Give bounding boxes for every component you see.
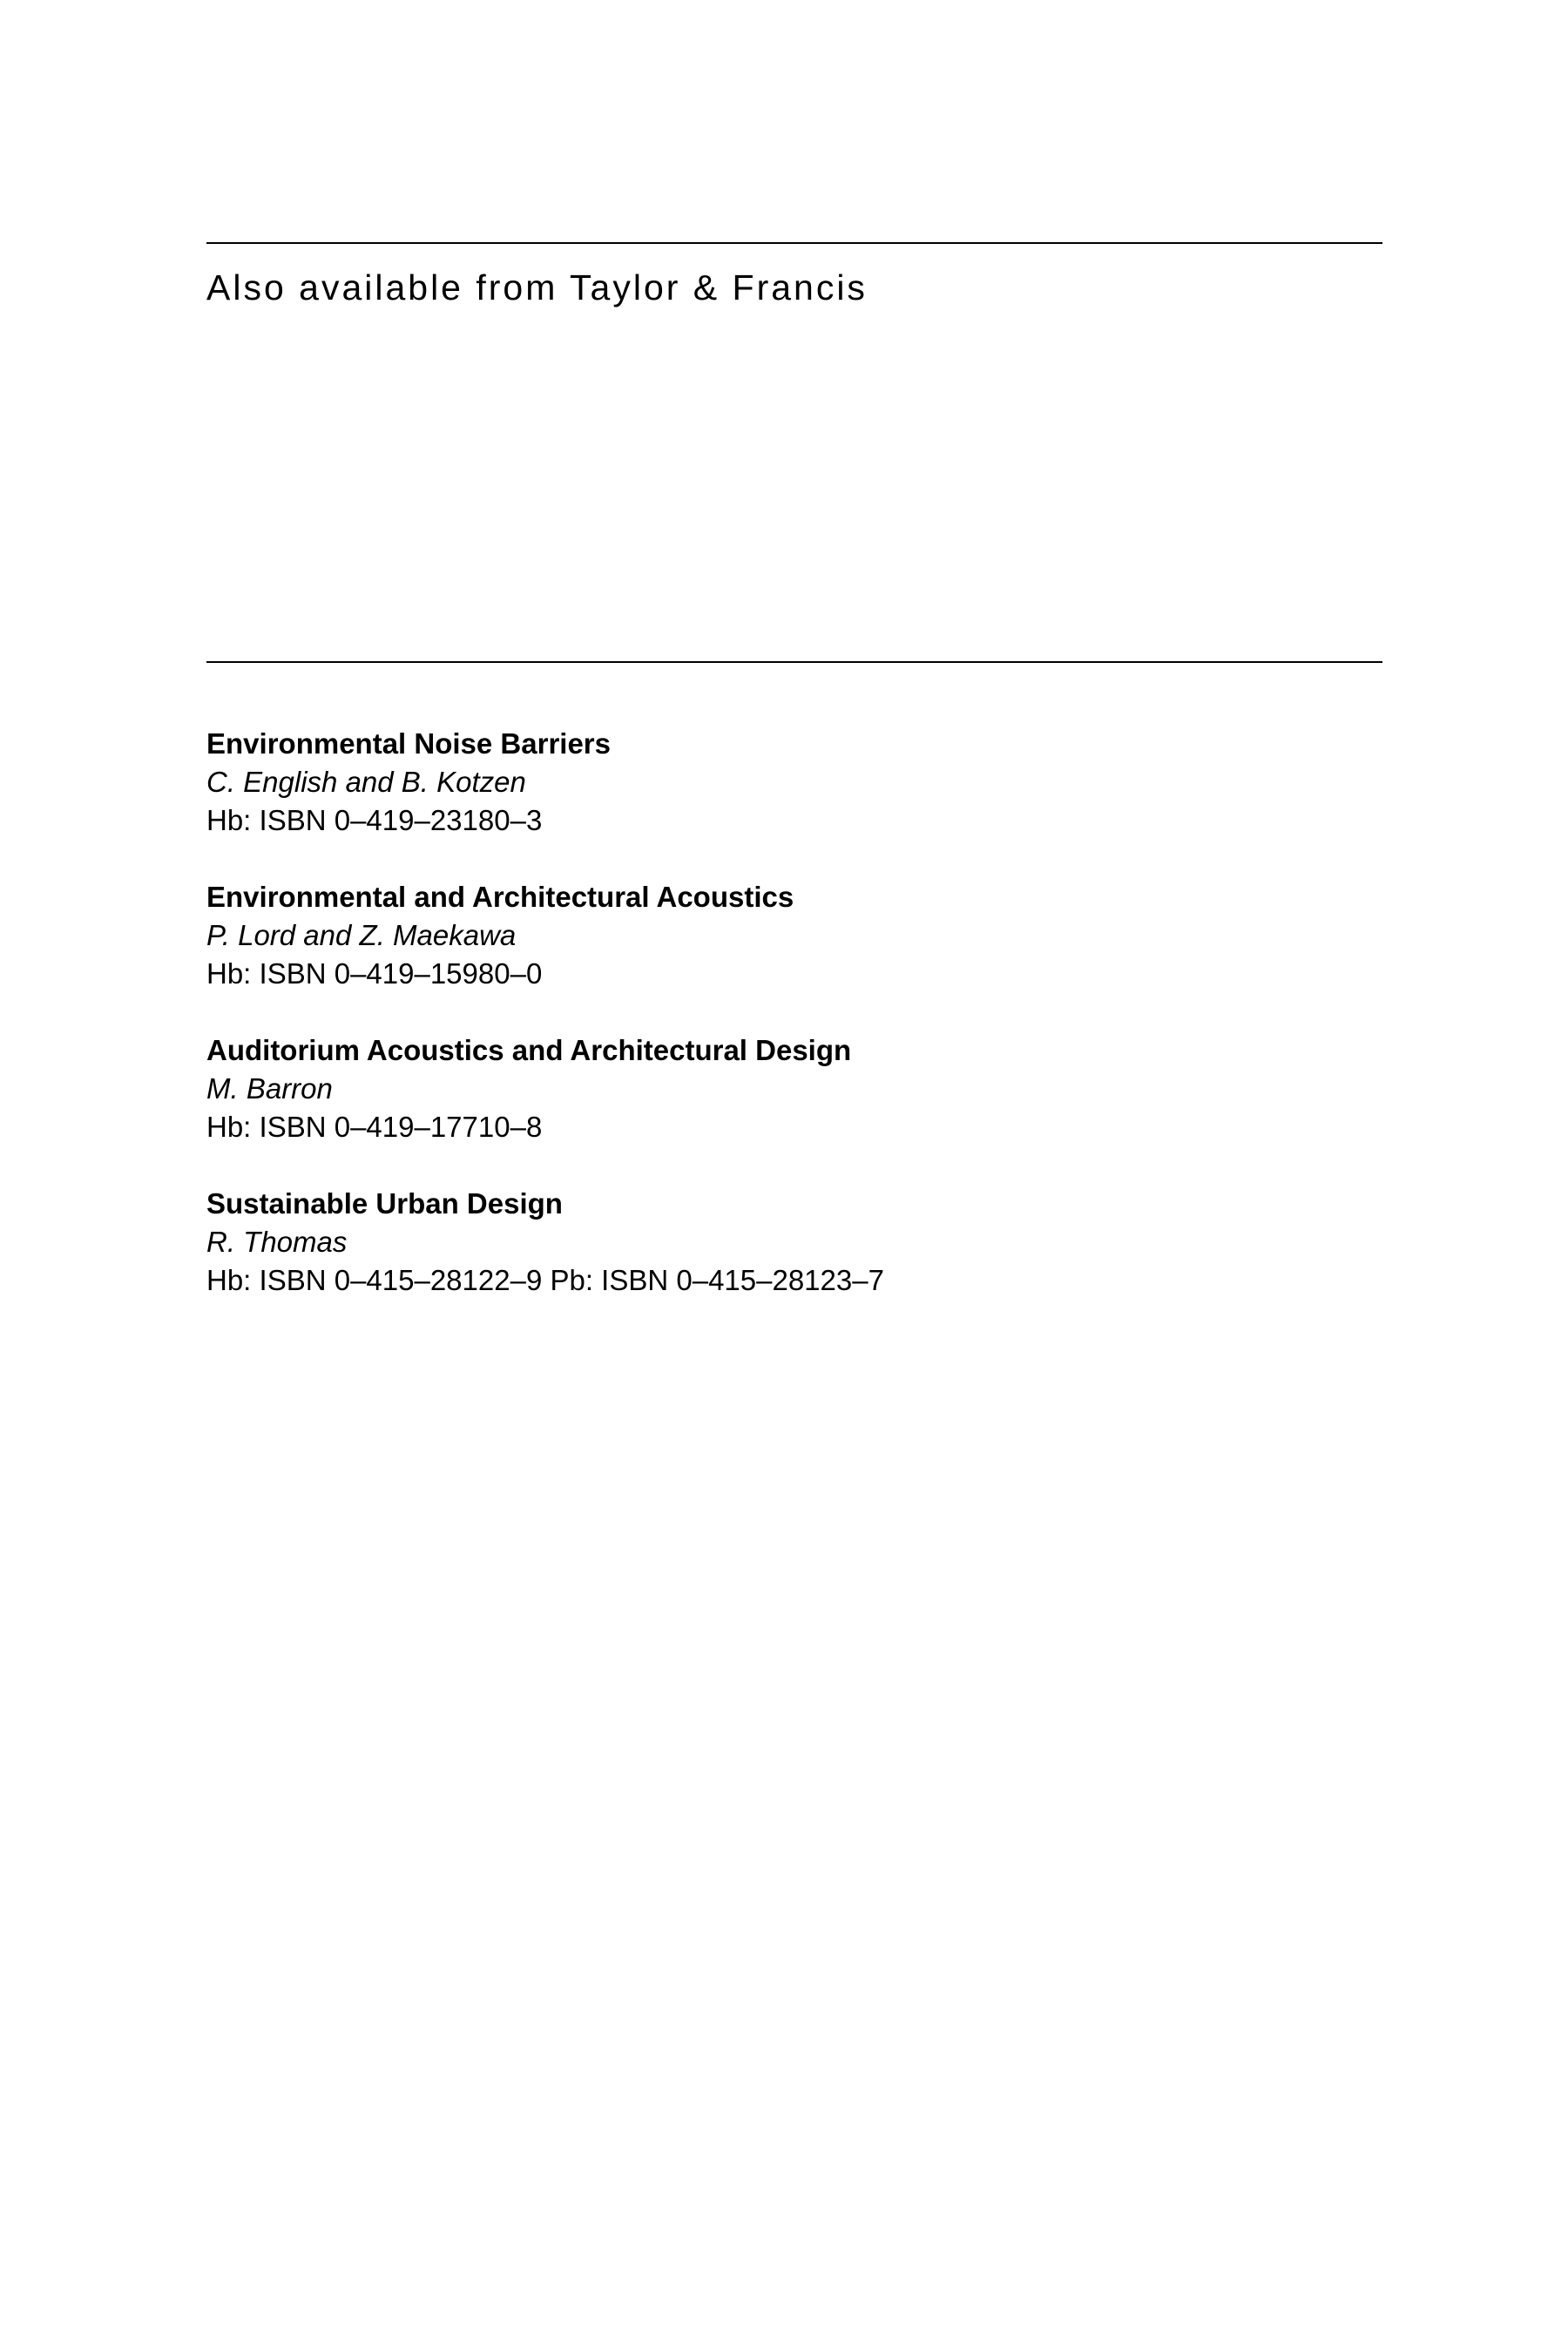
book-title: Auditorium Acoustics and Architectural Design (206, 1034, 852, 1066)
book-entry (206, 1185, 1382, 1300)
book-isbn: Hb: ISBN 0–415–28122–9 Pb: ISBN 0–415–28123–7 (206, 1264, 884, 1296)
book-title: Environmental Noise Barriers (206, 727, 611, 760)
book-isbn: Hb: ISBN 0–419–15980–0 (206, 957, 543, 990)
page-heading: Also available from Taylor & Francis (206, 267, 868, 308)
book-authors: M. Barron (206, 1072, 333, 1105)
book-entry (206, 878, 1382, 993)
book-entry (206, 1031, 1382, 1146)
bottom-divider (206, 661, 1382, 663)
book-title: Environmental and Architectural Acoustics (206, 881, 794, 913)
book-authors: P. Lord and Z. Maekawa (206, 919, 517, 951)
book-isbn: Hb: ISBN 0–419–23180–3 (206, 804, 543, 836)
book-title: Sustainable Urban Design (206, 1187, 563, 1220)
book-list (206, 725, 1382, 1338)
top-divider (206, 242, 1382, 244)
book-isbn: Hb: ISBN 0–419–17710–8 (206, 1111, 543, 1143)
book-authors: R. Thomas (206, 1226, 348, 1258)
book-entry (206, 725, 1382, 840)
book-authors: C. English and B. Kotzen (206, 766, 526, 798)
